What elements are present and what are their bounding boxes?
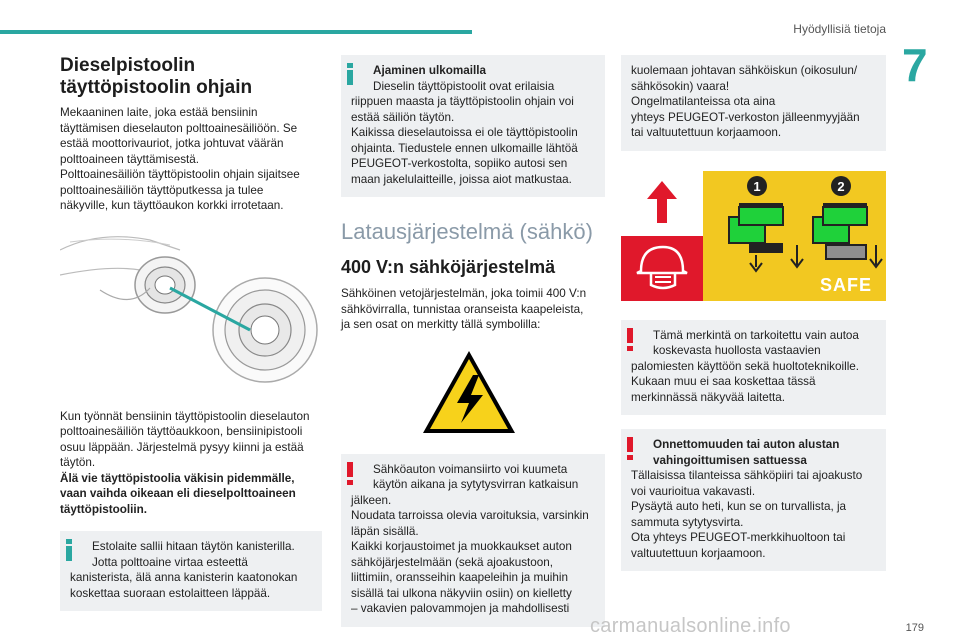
column-right bbox=[621, 55, 886, 571]
diesel-after-figure: Kun työnnät bensiinin täyttöpistoolin dieselauton polttoainesäiliön täyttöaukkoon, bensiinipistooli osuu läppään. Järjestelmä pysyy kiinni ja estää täytön. bbox=[60, 409, 310, 469]
400v-intro: Sähköinen vetojärjestelmän, joka toimii 400 V:n sähkövirralla, tunnistaa oranseista kaapeleista, ja sen osat on merkitty tällä symbolilla: bbox=[341, 287, 587, 331]
header-title: Hyödyllisiä tietoja bbox=[793, 22, 886, 36]
badge-1: 1 bbox=[753, 178, 761, 194]
diesel-intro: Mekaaninen laite, joka estää bensiinin täyttämisen dieselauton polttoainesäiliöön. Se estää moottorivauriot, jotka johtuvat väärän polttoaineen täyttämisestä. Polttoainesäiliön täyttöpistoolin ohjain sijaitsee polttoainesäiliön täyttöputkessa ja tulee näkyville, kun täyttöaukon korkki irrotetaan. bbox=[60, 106, 300, 212]
warning-icon bbox=[346, 462, 354, 486]
safe-disconnect-label-illustration bbox=[621, 171, 886, 301]
warning-box-continued: kuolemaan johtavan sähköiskun (oikosulun/ sähkösokin) vaara! Ongelmatilanteissa ota aina yhteys PEUGEOT-verkoston jälleenmyyjään tai valtuutettuun korjaamoon. bbox=[621, 55, 886, 151]
column-middle bbox=[341, 55, 605, 627]
warning-icon bbox=[626, 437, 634, 461]
fuel-filler-illustration bbox=[60, 230, 322, 390]
badge-2: 2 bbox=[837, 178, 845, 194]
section-title-charging: Latausjärjestelmä (sähkö) bbox=[341, 219, 593, 244]
info-box-canister: Estolaite sallii hitaan täytön kanisterilla. Jotta polttoaine virtaa esteettä kanisterista, älä anna kanisterin kaatonokan koskettaa suoraan estolaitteen läppää. bbox=[60, 531, 322, 611]
diesel-bold-warning: Älä vie täyttöpistoolia väkisin pidemmälle, vaan vaihda oikeaan eli dieselpolttoaineen täyttöpistooliin. bbox=[60, 471, 296, 516]
info-icon bbox=[64, 539, 74, 561]
page-number: 179 bbox=[905, 622, 924, 634]
watermark: carmanualsonline.info bbox=[590, 615, 791, 637]
column-left bbox=[60, 55, 322, 611]
header-accent-bar bbox=[0, 30, 472, 34]
safe-label: SAFE bbox=[819, 274, 873, 295]
subsection-title-400v: 400 V:n sähköjärjestelmä bbox=[341, 257, 556, 277]
high-voltage-warning-icon bbox=[419, 347, 519, 437]
warning-icon bbox=[626, 328, 634, 352]
section-title-diesel: Dieselpistoolin täyttöpistoolin ohjain bbox=[60, 55, 253, 98]
warning-box-firefighters: Tämä merkintä on tarkoitettu vain autoa koskevasta huollosta vastaavien palomiesten käyttöön sekä huoltoteknikoille. Kukaan muu ei saa koskettaa tässä merkinnässä näkyvää laitetta. bbox=[621, 320, 886, 416]
info-icon bbox=[345, 63, 355, 85]
info-box-abroad: Ajaminen ulkomailla Dieselin täyttöpistoolit ovat erilaisia riippuen maasta ja täyttöpistoolin ohjain voi estää säiliön täytön. Kaikissa dieselautoissa ei ole täyttöpistoolin ohjainta. Tiedustele ennen ulkomaille lähtöä PEUGEOT-verkostolta, sopiiko autosi sen maan jakelulaitteille, joissa aiot matkustaa. bbox=[341, 55, 605, 197]
warning-box-heat: Sähköauton voimansiirto voi kuumeta käytön aikana ja sytytysvirran katkaisun jälkeen. Noudata tarroissa olevia varoituksia, varsinkin läpän sisällä. Kaikki korjaustoimet ja muokkaukset auton sähköjärjestelmään (sekä ajoakustoon, liittimiin, oransseihin kaapeleihin ja muihin sisällä tai ulkona näkyviin osiin) on kielletty – vakavien palovammojen ja mahdollisesti bbox=[341, 454, 605, 627]
chapter-number: 7 bbox=[902, 39, 928, 91]
warning-box-accident: Onnettomuuden tai auton alustan vahingoittumisen sattuessa Tällaisissa tilanteissa sähköpiiri tai ajoakusto voi vaurioitua vakavasti. Pysäytä auto heti, kun se on turvallista, ja sammuta sytytysvirta. Ota yhteys PEUGEOT-merkkihuoltoon tai valtuutettuun korjaamoon. bbox=[621, 429, 886, 571]
